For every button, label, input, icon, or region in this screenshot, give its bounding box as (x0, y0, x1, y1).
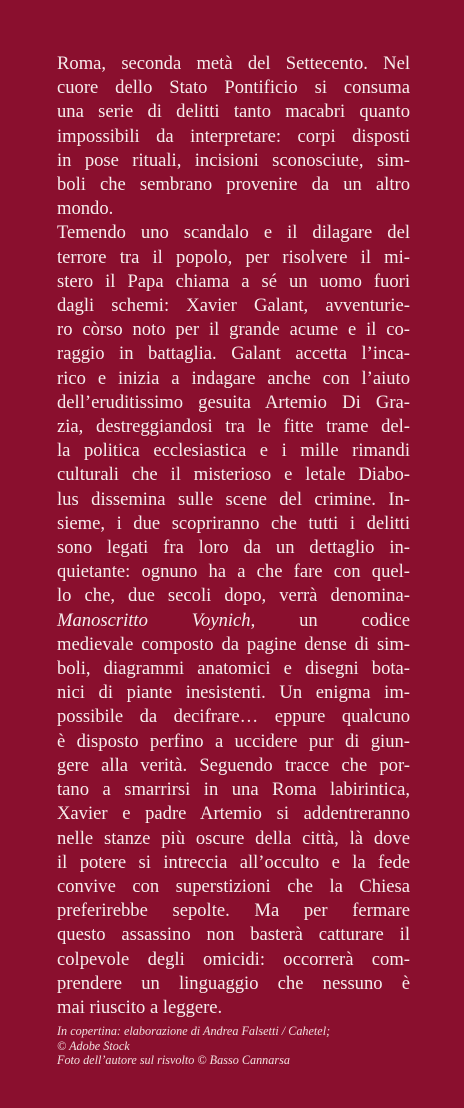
text-line: prendere un linguaggio che nessuno è (57, 972, 410, 994)
text-line: boli che sembrano provenire da un altro (57, 174, 410, 196)
text-line: ro còrso noto per il grande acume e il co- (57, 319, 410, 341)
text-line: preferirebbe sepolte. Ma per fermare (57, 900, 410, 922)
text-line: mondo. (57, 198, 114, 220)
text-line: convive con superstizioni che la Chiesa (57, 875, 410, 897)
text-line: gere alla verità. Seguendo tracce che por- (57, 754, 410, 776)
text-line: impossibili da interpretare: corpi disposti (57, 125, 410, 147)
text-line-with-title (57, 609, 410, 633)
synopsis-text (57, 52, 410, 1020)
text-line: lo che, due secoli dopo, verrà denomina- (57, 585, 410, 607)
image-credits (57, 1024, 417, 1068)
text-line: cuore dello Stato Pontificio si consuma (57, 77, 410, 99)
text-line: nici di piante inesistenti. Un enigma im- (57, 682, 410, 704)
text-line: questo assassino non basterà catturare il (57, 924, 410, 946)
text-line: boli, diagrammi anatomici e disegni bota- (57, 658, 410, 680)
text-line: possibile da decifrare… eppure qualcuno (57, 706, 410, 728)
text-line: medievale composto da pagine dense di sim- (57, 633, 410, 655)
text-line: stero il Papa chiama a sé un uomo fuori (57, 270, 410, 292)
text-line: Roma, seconda metà del Settecento. Nel (57, 53, 410, 74)
text-line: tano a smarrirsi in una Roma labirintica, (57, 779, 410, 801)
text-line: terrore tra il popolo, per risolvere il mi- (57, 246, 410, 268)
text-line: colpevole degli omicidi: occorrerà com- (57, 948, 410, 970)
text-line: Xavier e padre Artemio si addentreranno (57, 803, 410, 825)
text-line: dagli schemi: Xavier Galant, avventurie- (57, 295, 410, 317)
text-line: il potere si intreccia all’occulto e la fede (57, 851, 410, 873)
title-line-rest: , un codice (250, 609, 411, 631)
text-line: rico e inizia a indagare anche con l’aiuto (57, 367, 410, 389)
text-line: dell’eruditissimo gesuita Artemio Di Gra- (57, 391, 410, 413)
text-line: sono legati fra loro da un dettaglio in- (57, 537, 410, 559)
text-line: la politica ecclesiastica e i mille rimandi (57, 440, 410, 462)
paragraph-2 (57, 221, 410, 1020)
text-line: culturali che il misterioso e letale Diabo- (57, 464, 410, 486)
text-line: lus dissemina sulle scene del crimine. In- (57, 488, 410, 510)
book-title-italic: Manoscritto Voynich (57, 609, 251, 631)
text-line: una serie di delitti tanto macabri quanto (57, 101, 410, 123)
text-line: è disposto perfino a uccidere pur di giun- (57, 730, 410, 752)
text-line: zia, destreggiandosi tra le fitte trame del- (57, 416, 410, 438)
text-line: in pose rituali, incisioni sconosciute, sim- (57, 149, 410, 171)
paragraph-1 (57, 52, 410, 221)
text-line: raggio in battaglia. Galant accetta l’inca- (57, 343, 410, 365)
text-line: Temendo uno scandalo e il dilagare del (57, 222, 410, 244)
stock-credit: © Adobe Stock (57, 1038, 130, 1053)
text-line: mai riuscito a leggere. (57, 996, 223, 1018)
text-line: quietante: ognuno ha a che fare con quel- (57, 561, 410, 583)
text-line: sieme, i due scopriranno che tutti i delitti (57, 512, 410, 534)
author-photo-credit: Foto dell’autore sul risvolto © Basso Cannarsa (57, 1053, 290, 1068)
cover-credit: In copertina: elaborazione di Andrea Falsetti / Cahetel; (57, 1024, 331, 1038)
text-line: nelle stanze più oscure della città, là dove (57, 827, 410, 849)
